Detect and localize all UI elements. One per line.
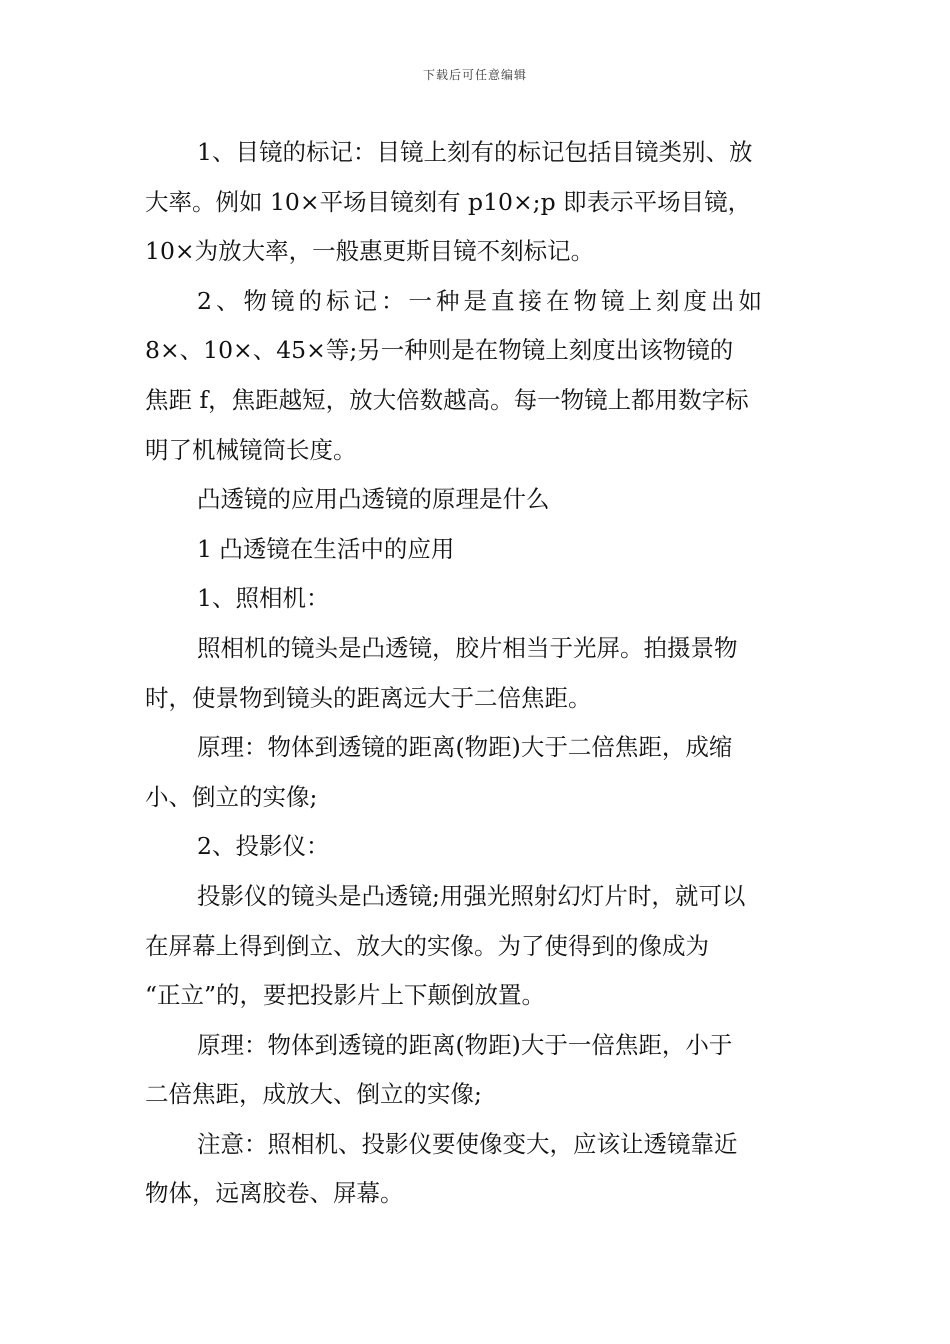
paragraph-section-title bbox=[145, 475, 810, 525]
text-line: 焦距 f，焦距越短，放大倍数越高。每一物镜上都用数字标 bbox=[145, 385, 749, 414]
text-line: 1、照相机： bbox=[197, 584, 330, 613]
text-line: 投影仪的镜头是凸透镜;用强光照射幻灯片时，就可以 bbox=[197, 881, 746, 910]
text-line: 凸透镜的应用凸透镜的原理是什么 bbox=[197, 485, 550, 514]
text-line: 物体，远离胶卷、屏幕。 bbox=[145, 1179, 404, 1208]
text-line: 注意：照相机、投影仪要使像变大，应该让透镜靠近 bbox=[197, 1129, 738, 1158]
text-line: 10×为放大率，一般惠更斯目镜不刻标记。 bbox=[145, 237, 595, 266]
paragraph-camera-principle bbox=[145, 723, 810, 822]
text-line: 照相机的镜头是凸透镜，胶片相当于光屏。拍摄景物 bbox=[197, 633, 738, 662]
text-line: 1 凸透镜在生活中的应用 bbox=[197, 534, 455, 563]
paragraph-objective-marking bbox=[145, 277, 810, 475]
text-line: 1、目镜的标记：目镜上刻有的标记包括目镜类别、放 bbox=[197, 138, 753, 166]
text-line: “正立”的，要把投影片上下颠倒放置。 bbox=[145, 981, 546, 1010]
paragraph-camera-desc bbox=[145, 624, 810, 723]
text-line: 2、物镜的标记：一种是直接在物镜上刻度出如 bbox=[197, 286, 766, 315]
text-line: 大率。例如 10×平场目镜刻有 p10×;p 即表示平场目镜， bbox=[145, 187, 752, 216]
text-line: 二倍焦距，成放大、倒立的实像; bbox=[145, 1080, 482, 1109]
page-header: 下载后可任意编辑 bbox=[422, 68, 527, 82]
text-line: 明了机械镜筒长度。 bbox=[145, 435, 357, 464]
paragraph-projector-desc bbox=[145, 872, 810, 1021]
paragraph-subsection-title bbox=[145, 525, 810, 575]
text-line: 8×、10×、45×等;另一种则是在物镜上刻度出该物镜的 bbox=[145, 336, 734, 365]
paragraph-camera-heading bbox=[145, 574, 810, 624]
document-body bbox=[145, 128, 810, 1219]
text-line: 2、投影仪： bbox=[197, 832, 330, 861]
text-line: 原理：物体到透镜的距离(物距)大于一倍焦距，小于 bbox=[197, 1030, 733, 1059]
paragraph-projector-principle bbox=[145, 1021, 810, 1120]
text-line: 时，使景物到镜头的距离远大于二倍焦距。 bbox=[145, 683, 592, 712]
text-line: 小、倒立的实像; bbox=[145, 782, 318, 811]
paragraph-eyepiece-marking bbox=[145, 128, 810, 277]
text-line: 在屏幕上得到倒立、放大的实像。为了使得到的像成为 bbox=[145, 931, 709, 960]
paragraph-projector-heading bbox=[145, 822, 810, 872]
paragraph-note bbox=[145, 1120, 810, 1219]
text-line: 原理：物体到透镜的距离(物距)大于二倍焦距，成缩 bbox=[197, 733, 733, 762]
